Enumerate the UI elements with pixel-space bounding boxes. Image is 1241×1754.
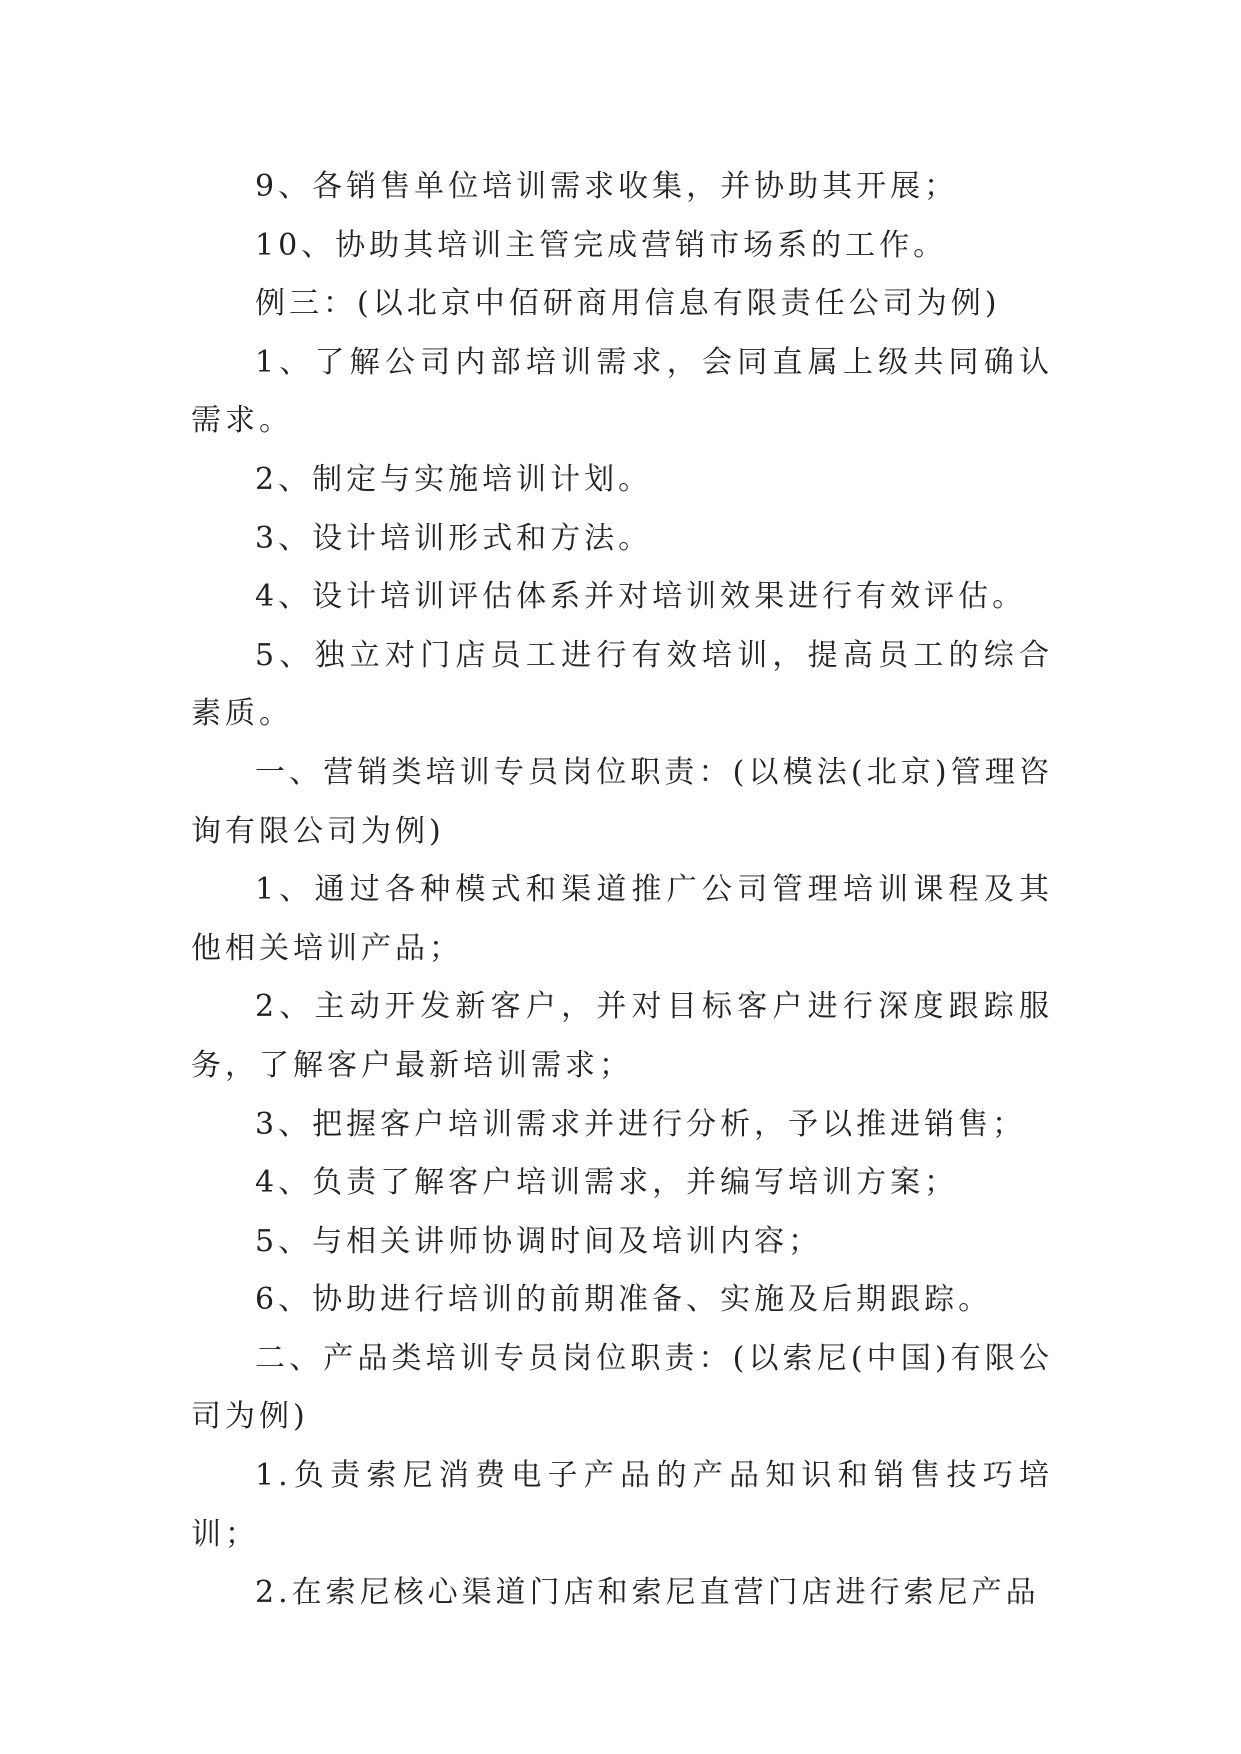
section-one-item-4: 4、负责了解客户培训需求，并编写培训方案；: [255, 1165, 959, 1201]
section-two-item-2: 2.在索尼核心渠道门店和索尼直营门店进行索尼产品: [255, 1575, 1040, 1611]
paragraph-item-3: 3、设计培训形式和方法。: [255, 520, 653, 556]
paragraph-item-9: 9、各销售单位培训需求收集，并协助其开展；: [255, 169, 959, 204]
paragraph-item-2: 2、制定与实施培训计划。: [255, 461, 653, 497]
section-two-heading: 二、产品类培训专员岗位职责：(以索尼(中国)有限公司为例): [191, 1340, 1053, 1435]
section-two-item-1: 1.负责索尼消费电子产品的产品知识和销售技巧培训；: [191, 1458, 1053, 1552]
paragraph-item-1: 1、了解公司内部培训需求，会同直属上级共同确认需求。: [191, 344, 1053, 439]
section-one-item-3: 3、把握客户培训需求并进行分析，予以推进销售；: [255, 1106, 1027, 1142]
section-one-heading: 一、营销类培训专员岗位职责：(以模法(北京)管理咨询有限公司为例): [191, 754, 1053, 849]
paragraph-item-10: 10、协助其培训主管完成营销市场系的工作。: [255, 227, 948, 263]
section-one-item-6: 6、协助进行培训的前期准备、实施及后期跟踪。: [255, 1282, 993, 1318]
document-body: [191, 158, 1053, 1623]
example-three-heading: 例三：(以北京中佰研商用信息有限责任公司为例): [255, 286, 1001, 322]
section-one-item-5: 5、与相关讲师协调时间及培训内容；: [255, 1223, 823, 1259]
paragraph-item-5: 5、独立对门店员工进行有效培训，提高员工的综合素质。: [191, 637, 1053, 732]
section-one-item-2: 2、主动开发新客户，并对目标客户进行深度跟踪服务，了解客户最新培训需求；: [191, 989, 1053, 1083]
section-one-item-1: 1、通过各种模式和渠道推广公司管理培训课程及其他相关培训产品；: [191, 872, 1053, 966]
paragraph-item-4: 4、设计培训评估体系并对培训效果进行有效评估。: [255, 579, 1027, 615]
